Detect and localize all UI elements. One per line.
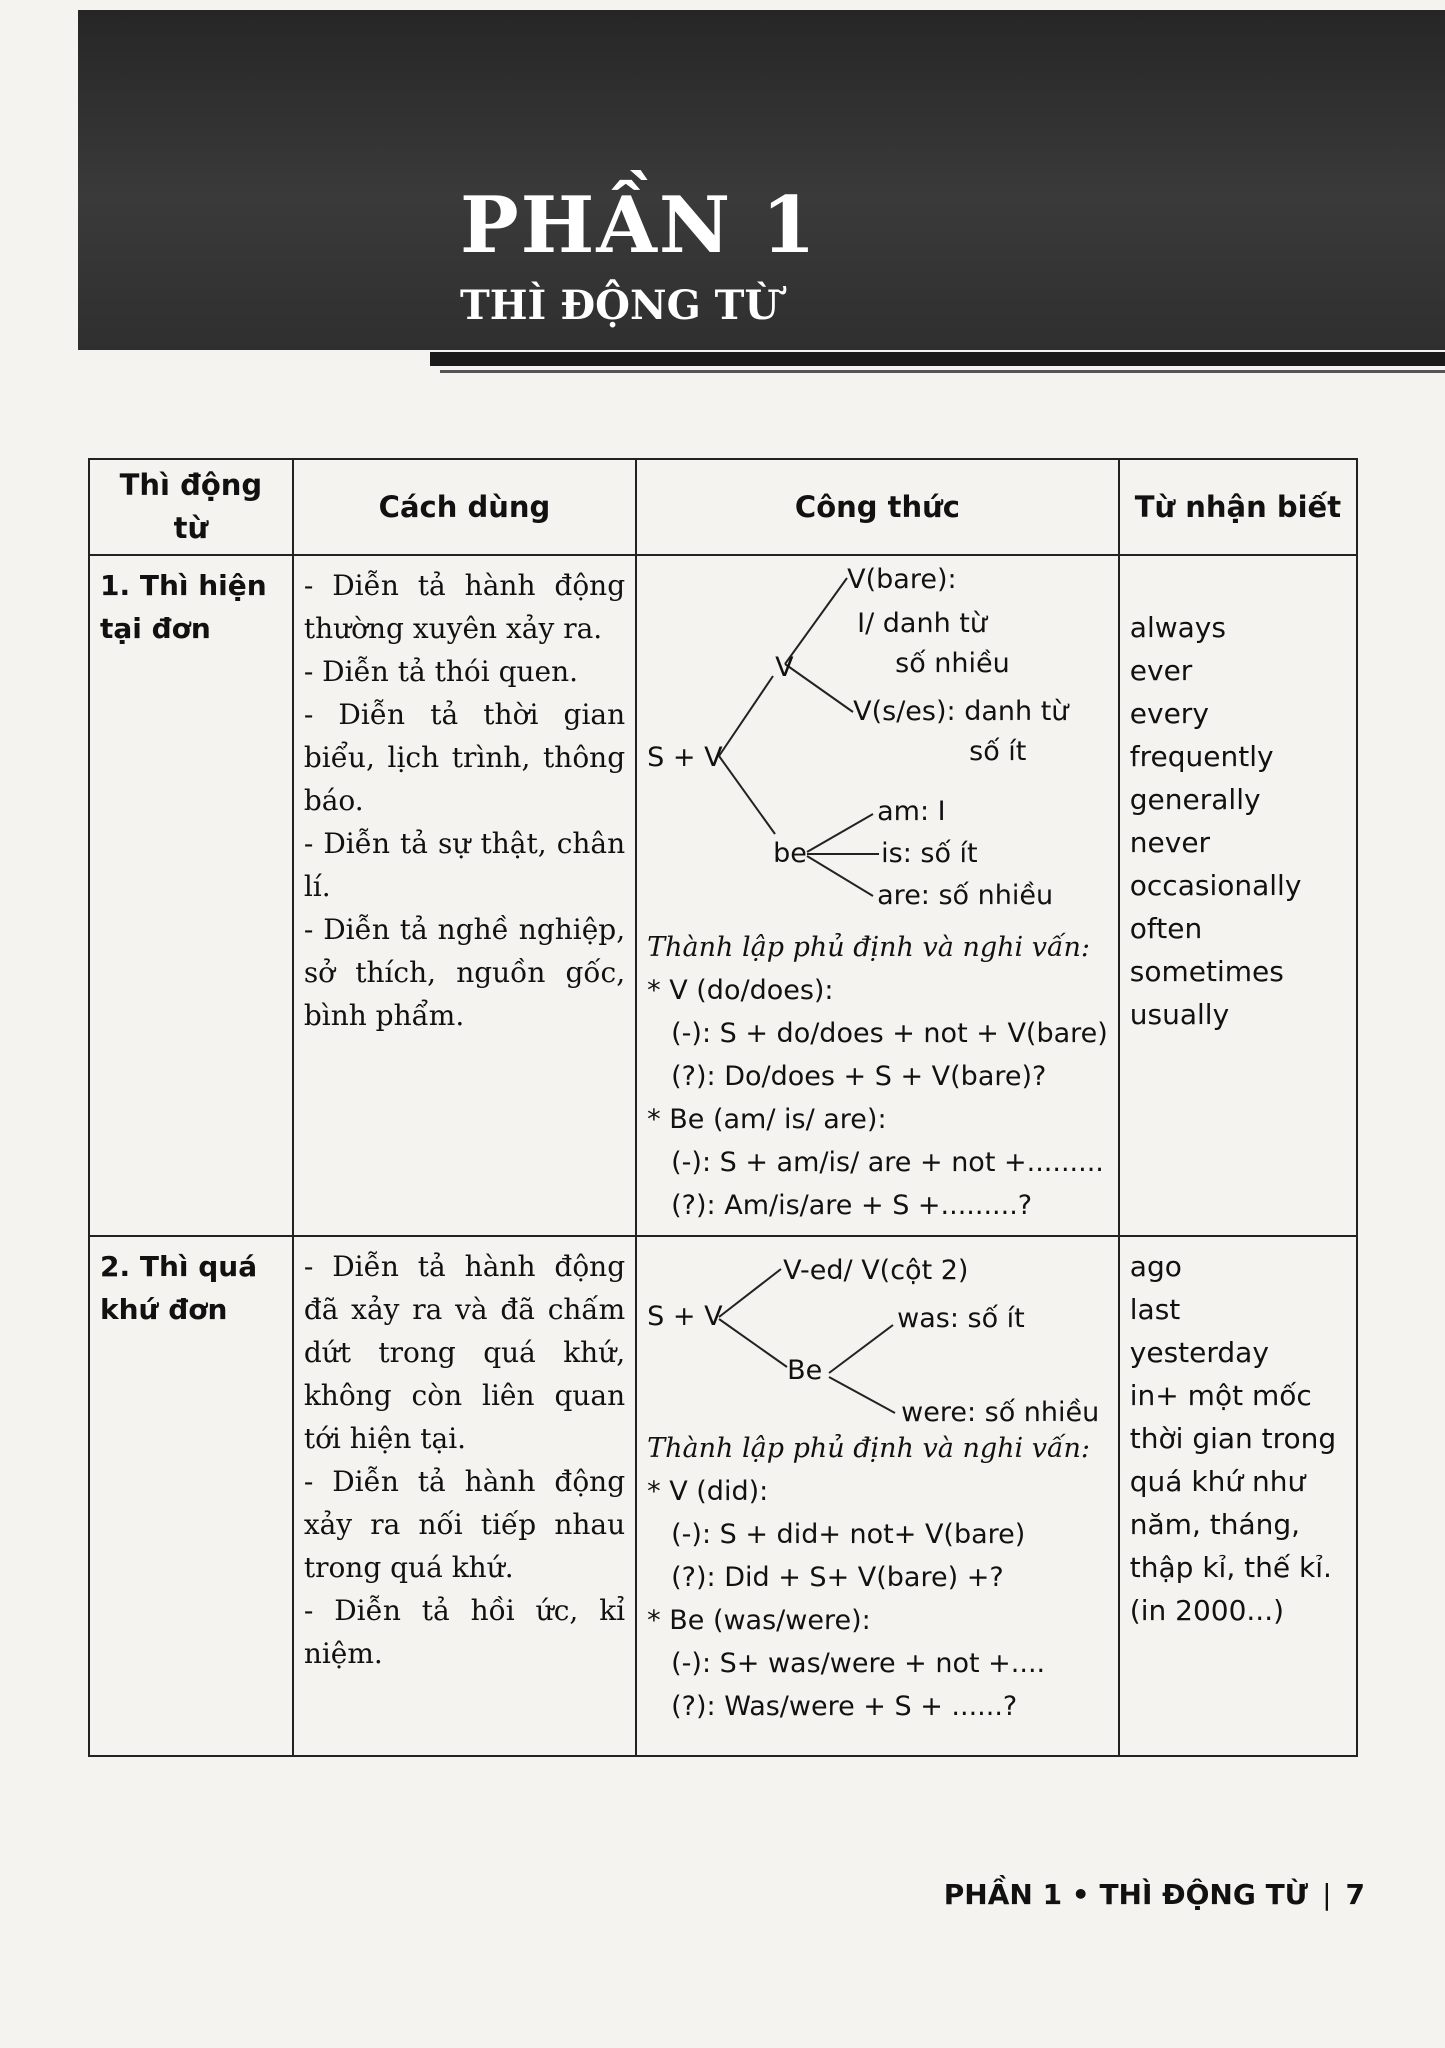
- table-row: [89, 1236, 1357, 1756]
- running-title: PHẦN 1 • THÌ ĐỘNG TỪ: [943, 1878, 1309, 1911]
- usage-item: - Diễn tả thói quen.: [303, 655, 579, 688]
- conjugation-tree: [647, 564, 1083, 926]
- header-usage: Cách dùng: [293, 459, 636, 555]
- formula-cell: [636, 1236, 1119, 1756]
- usage-item: - Diễn tả hành động đã xảy ra và đã chấm dứt trong quá khứ, không còn liên quan tới hiện tại.: [303, 1250, 626, 1455]
- formula-line: (-): S+ was/were + not +....: [671, 1648, 1046, 1679]
- formula-line: (-): S + do/does + not + V(bare): [671, 1018, 1108, 1049]
- banner-stripe: [430, 352, 1445, 366]
- header-tense: Thì động từ: [89, 459, 293, 555]
- usage-cell: [293, 1236, 636, 1756]
- neg-question-title: Thành lập phủ định và nghi vấn:: [647, 932, 1091, 963]
- signal-word: ever: [1129, 654, 1193, 687]
- tree-v-ses: V(s/es): danh từ: [853, 696, 1069, 727]
- signals-cell: [1119, 1236, 1357, 1756]
- signal-word: usually: [1129, 998, 1230, 1031]
- tree-be-node: be: [773, 838, 807, 869]
- page-number: 7: [1345, 1878, 1365, 1911]
- neg-question-title: Thành lập phủ định và nghi vấn:: [647, 1433, 1091, 1464]
- tree-be-node: Be: [787, 1355, 823, 1386]
- signal-word: ago: [1129, 1250, 1182, 1283]
- signal-word: occasionally: [1129, 869, 1302, 902]
- footer-separator: |: [1322, 1878, 1332, 1911]
- tree-be-is: is: số ít: [881, 838, 978, 869]
- tree-root: S + V: [647, 742, 723, 773]
- usage-item: - Diễn tả hành động xảy ra nối tiếp nhau trong quá khứ.: [303, 1465, 626, 1584]
- usage-item: - Diễn tả hành động thường xuyên xảy ra.: [303, 569, 626, 645]
- banner-stripe-thin: [440, 370, 1445, 373]
- formula-line: (-): S + am/is/ are + not +.........: [671, 1147, 1104, 1178]
- formula-line: * Be (was/were):: [647, 1605, 871, 1636]
- tense-name: 1. Thì hiện tại đơn: [89, 555, 293, 1236]
- tree-root: S + V: [647, 1301, 723, 1332]
- usage-cell: [293, 555, 636, 1236]
- chapter-subtitle: THÌ ĐỘNG TỪ: [460, 282, 780, 329]
- conjugation-tree: [647, 1245, 1100, 1428]
- signal-word: last: [1129, 1293, 1181, 1326]
- tree-were: were: số nhiều: [901, 1397, 1100, 1428]
- table-header-row: [89, 459, 1357, 555]
- signal-word: generally: [1129, 783, 1261, 816]
- signal-word: frequently: [1129, 740, 1274, 773]
- tree-be-am: am: I: [877, 796, 946, 827]
- usage-item: - Diễn tả hồi ức, kỉ niệm.: [303, 1594, 626, 1670]
- signal-word: in+ một mốc thời gian trong quá khứ như năm, tháng, thập kỉ, thế kỉ.: [1129, 1379, 1337, 1584]
- signal-word: often: [1129, 912, 1203, 945]
- formula-line: (?): Was/were + S + ......?: [671, 1691, 1018, 1722]
- signal-word: every: [1129, 697, 1209, 730]
- page-footer: [944, 1878, 1365, 1911]
- formula-line: (?): Do/does + S + V(bare)?: [671, 1061, 1047, 1092]
- signal-word: (in 2000...): [1129, 1594, 1285, 1627]
- tree-v-bare-desc: số nhiều: [895, 648, 1010, 679]
- tense-table: [88, 458, 1358, 1757]
- signal-word: always: [1129, 611, 1226, 644]
- usage-item: - Diễn tả sự thật, chân lí.: [303, 827, 626, 903]
- signals-cell: [1119, 555, 1357, 1236]
- formula-line: * V (did):: [647, 1476, 769, 1507]
- table-row: [89, 555, 1357, 1236]
- tree-ved: V-ed/ V(cột 2): [783, 1255, 969, 1286]
- usage-item: - Diễn tả thời gian biểu, lịch trình, thông báo.: [303, 698, 626, 817]
- part-title: PHẦN 1: [460, 180, 818, 271]
- tree-was: was: số ít: [897, 1303, 1025, 1334]
- tree-be-are: are: số nhiều: [877, 880, 1054, 911]
- formula-line: * V (do/does):: [647, 975, 834, 1006]
- formula-cell: [636, 555, 1119, 1236]
- formula-line: (-): S + did+ not+ V(bare): [671, 1519, 1026, 1550]
- tree-v-bare: V(bare):: [847, 564, 957, 595]
- header-signals: Từ nhận biết: [1119, 459, 1357, 555]
- signal-word: never: [1129, 826, 1211, 859]
- formula-line: (?): Am/is/are + S +.........?: [671, 1190, 1033, 1221]
- usage-item: - Diễn tả nghề nghiệp, sở thích, nguồn gốc, bình phẩm.: [303, 913, 626, 1032]
- tree-v-bare-desc: I/ danh từ: [857, 608, 987, 639]
- signal-word: yesterday: [1129, 1336, 1269, 1369]
- tree-v-node: V: [775, 652, 794, 683]
- tense-name: 2. Thì quá khứ đơn: [89, 1236, 293, 1756]
- tree-v-ses-desc: số ít: [969, 736, 1027, 767]
- header-formula: Công thức: [636, 459, 1119, 555]
- formula-line: (?): Did + S+ V(bare) +?: [671, 1562, 1004, 1593]
- formula-line: * Be (am/ is/ are):: [647, 1104, 887, 1135]
- signal-word: sometimes: [1129, 955, 1284, 988]
